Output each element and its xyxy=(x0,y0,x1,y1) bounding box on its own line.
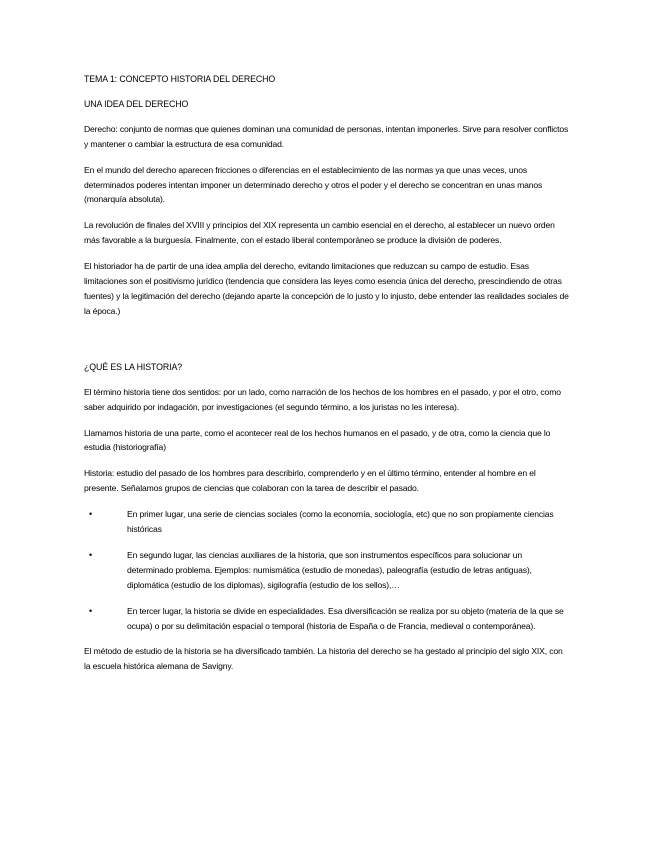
paragraph-fricciones: En el mundo del derecho aparecen fricciones o diferencias en el establecimiento de las normas ya que unas veces, unos determinados poderes intentan imponer un determinado derecho y otros el poder y el derecho se concentran en unas manos (monarquía absoluta). xyxy=(84,164,543,205)
section-heading-que-es-historia: ¿QUÉ ES LA HISTORIA? xyxy=(84,361,183,372)
list-item-text: En tercer lugar, la historia se divide en especialidades. Esa diversificación se realiza por su objeto (materia de la que se ocupa) o por su delimitación espacial o temporal (historia de España o de Francia, medieval o contemporánea). xyxy=(127,605,564,631)
list-item xyxy=(84,548,570,593)
list-item-text: En primer lugar, una serie de ciencias sociales (como la economía, sociología, etc) que no son propiamente ciencias históricas xyxy=(127,509,554,535)
paragraph-derecho-definicion: Derecho: conjunto de normas que quienes dominan una comunidad de personas, intentan imponerles. Sirve para resolver conflictos y mantener o cambiar la estructura de esa comunidad. xyxy=(84,123,569,149)
section-heading-idea-derecho: UNA IDEA DEL DERECHO xyxy=(84,98,189,109)
list-item xyxy=(84,604,570,634)
paragraph-llamamos-historia: Llamamos historia de una parte, como el acontecer real de los hechos humanos en el pasado, y de otra, como la ciencia que lo estudia (historiografía) xyxy=(84,427,551,453)
paragraph-metodo-estudio: El método de estudio de la historia se ha diversificado también. La historia del derecho se ha gestado al principio del siglo XIX, con la escuela histórica alemana de Savigny. xyxy=(84,646,563,672)
paragraph-revolucion: La revolución de finales del XVIII y principios del XIX representa un cambio esencial en el derecho, al establecer un nuevo orden más favorable a la burguesía. Finalmente, con el estado liberal contemporáneo se produce la división de poderes. xyxy=(84,220,555,246)
section-spacer xyxy=(84,330,570,360)
bullet-dot-icon: • xyxy=(89,549,93,560)
document-page xyxy=(84,72,570,685)
document-title: TEMA 1: CONCEPTO HISTORIA DEL DERECHO xyxy=(84,74,276,84)
bullet-dot-icon: • xyxy=(89,605,93,616)
list-item xyxy=(84,507,570,537)
bullet-dot-icon: • xyxy=(89,509,93,520)
bullet-list-ciencias xyxy=(84,507,570,633)
paragraph-historiador: El historiador ha de partir de una idea amplia del derecho, evitando limitaciones que reduzcan su campo de estudio. Esas limitaciones son el positivismo jurídico (tendencia que considera las leyes como esencia única del derecho, prescindiendo de otras fuentes) y la legitimación del derecho (dejando aparte la concepción de lo justo y lo injusto, debe entender las realidades sociales de la época.) xyxy=(84,261,569,316)
paragraph-termino-historia: El término historia tiene dos sentidos: por un lado, como narración de los hechos de los hombres en el pasado, y por el otro, como saber adquirido por indagación, por investigaciones (el segundo término, a los juristas no les interesa). xyxy=(84,386,561,412)
paragraph-historia-definicion: Historia: estudio del pasado de los hombres para describirlo, comprenderlo y en el último término, entender al hombre en el presente. Señalamos grupos de ciencias que colaboran con la tarea de describir el pasado. xyxy=(84,468,536,494)
list-item-text: En segundo lugar, las ciencias auxiliares de la historia, que son instrumentos específicos para solucionar un determinado problema. Ejemplos: numismática (estudio de monedas), paleografía (estudio de letras antiguas), diplomática (estudio de los diplomas), sigilografía (estudio de los sellos),… xyxy=(127,549,532,590)
